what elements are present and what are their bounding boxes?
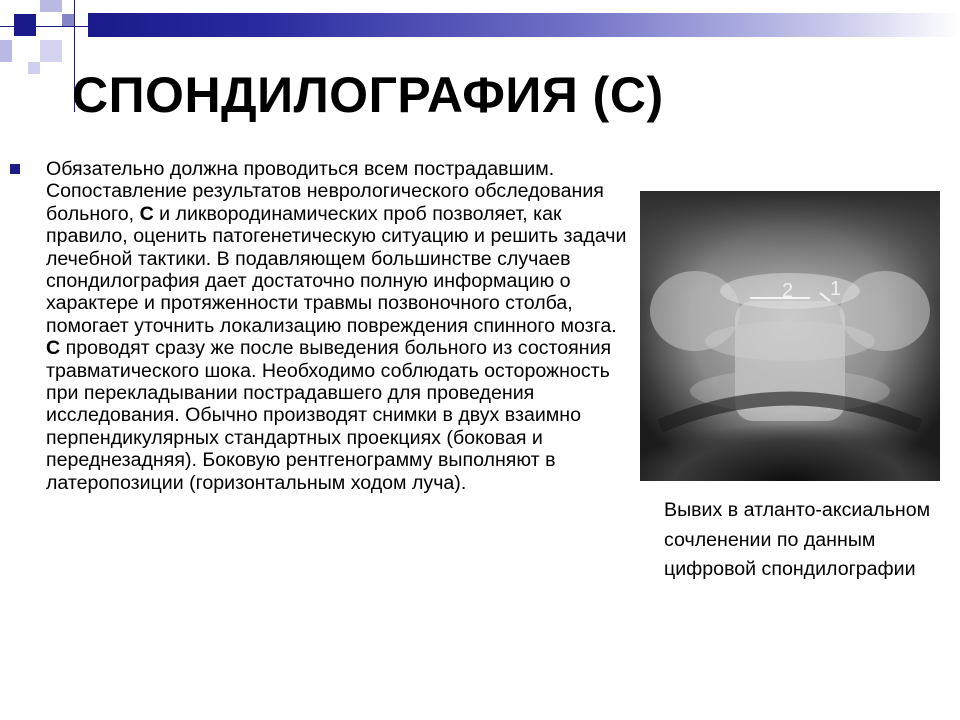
body-bold-term: С bbox=[46, 337, 61, 360]
decorative-square bbox=[62, 14, 74, 26]
page-title: СПОНДИЛОГРАФИЯ (С) bbox=[72, 67, 664, 123]
decorative-gradient-bar bbox=[88, 13, 960, 37]
body-text-segment: Обязательно должна проводиться всем пострадавшим. Сопоставление результатов неврологического обследования больного, bbox=[46, 158, 604, 225]
decorative-square bbox=[0, 40, 12, 62]
xray-label-2: 2 bbox=[782, 280, 794, 302]
body-paragraph bbox=[46, 158, 636, 494]
xray-image bbox=[640, 191, 940, 481]
body-text-segment: проводят сразу же после выведения больного из состояния травматического шока. Необходимо соблюдать осторожность при перекладывании пострадавшего для проведения исследования. Обычно производят снимки в двух взаимно перпендикулярных стандартных проекциях (боковая и переднезадняя). Боковую рентгенограмму выполняют в латеропозиции (горизонтальным ходом луча). bbox=[46, 337, 612, 494]
xray-label-1: 1 bbox=[830, 278, 842, 300]
xray-graphic bbox=[640, 191, 940, 481]
image-caption: Вывих в атланто-аксиальном сочленении по данным цифровой спондилографии bbox=[664, 499, 931, 580]
body-text-segment: и ликвородинамических проб позволяет, как правило, оценить патогенетическую ситуацию и решить задачи лечебной тактики. В подавляющем большинстве случаев спондилография дает достаточно полную информацию о характере и протяженности травмы позвоночного столба, помогает уточнить локализацию повреждения спинного мозга. bbox=[46, 202, 627, 337]
decorative-square bbox=[40, 0, 62, 12]
decorative-square bbox=[40, 40, 62, 62]
square-bullet-icon bbox=[10, 164, 20, 174]
body-bold-term: С bbox=[139, 202, 154, 225]
decorative-square bbox=[14, 14, 36, 36]
decorative-square bbox=[28, 62, 40, 74]
